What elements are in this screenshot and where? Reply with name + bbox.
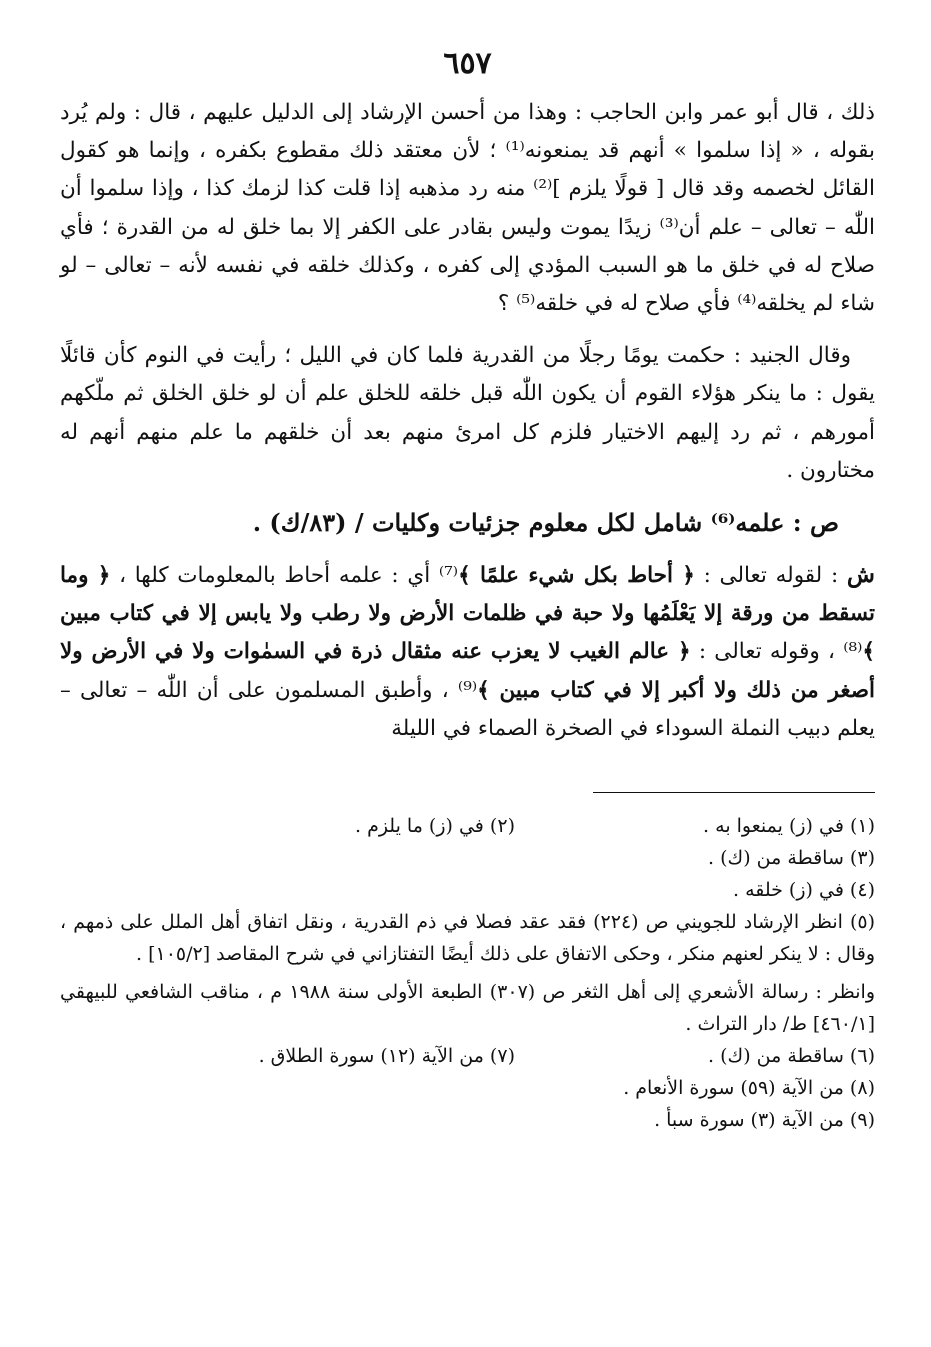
commentary-text-4: ⁽⁹⁾ ، وأطبق المسلمون على أن اللّٰه – تعالى – يعلم دبيب النملة السوداء في الصخرة الصماء في الليلة (60, 677, 875, 741)
paragraph-2: وقال الجنيد : حكمت يومًا رجلًا من القدرية فلما كان في الليل ؛ رأيت في النوم كأن قائلًا يقول : ما ينكر هؤلاء القوم أن يكون اللّٰه قبل خلقه للخلق علم أن لو خلق الخلق ثم ملّكهم أمورهم ، ثم رد إليهم الاختيار فلزم كل امرئ منهم بعد أن خلقهم ما علم منهم أنهم له مختارون . (60, 343, 875, 483)
footnote-row-1-2 (60, 810, 875, 842)
section-heading: ص : علمه⁽⁶⁾ شامل لكل معلوم جزئيات وكليات / (٨٣/ك) . (252, 508, 839, 538)
footnote-4: (٤) في (ز) خلقه . (732, 879, 875, 901)
quran-quote-3: ﴿ عالم الغيب لا يعزب عنه مثقال ذرة في السمٰوات ولا في الأرض ولا أصغر من ذلك ولا أكبر إلا في كتاب مبين ﴾ (60, 639, 875, 703)
footnote-7: (٧) من الآية (١٢) سورة الطلاق . (258, 1045, 515, 1067)
commentary-text-3: ⁽⁸⁾ ، وقوله تعالى : (690, 639, 863, 665)
paragraph-1: ذلك ، قال أبو عمر وابن الحاجب : وهذا من أحسن الإرشاد إلى الدليل عليهم ، قال : ولم يُرد بقوله ، « إذا سلموا » أنهم قد يمنعونه⁽¹⁾ ؛ لأن معتقد ذلك مقطوع بكفره ، وإنما هو كقول القائل لخصمه وقد قال [ قولًا يلزم ]⁽²⁾ منه رد مذهبه إذا قلت كذا لزمك كذا ، وإذا سلموا أن اللّٰه – تعالى – علم أن⁽³⁾ زيدًا يموت وليس بقادر على الكفر إلا بما خلق له من القدرة ؛ فأي صلاح له في خلق ما هو السبب المؤدي إلى كفره ، وكذلك خلقه في نفسه لأنه – تعالى – لو شاء لم يخلقه⁽⁴⁾ فأي صلاح له في خلقه⁽⁵⁾ ؟ (60, 100, 876, 317)
footnote-2: (٢) في (ز) ما يلزم . (354, 815, 515, 837)
page-number: ٦٥٧ (443, 46, 492, 81)
footnote-row-6-7 (60, 1040, 875, 1072)
footnote-6: (٦) ساقطة من (ك) . (708, 1045, 875, 1067)
footnote-5: (٥) انظر الإرشاد للجويني ص (٢٢٤) فقد عقد فصلا في ذم القدرية ، ونقل اتفاق أهل الملل على ذمهم ، وقال : لا ينكر لعنهم منكر ، وحكى الاتفاق على ذلك أيضًا التفتازاني في شرح المقاصد [١٠٥/٢] . (60, 911, 875, 965)
quran-quote-1: ﴿ أحاط بكل شيء علمًا ﴾ (458, 563, 695, 589)
commentary-lead: ش (846, 561, 875, 589)
footnotes (60, 810, 875, 1136)
book-page (60, 40, 876, 1131)
footnote-1: (١) في (ز) يمنعوا به . (703, 815, 875, 837)
footnote-5-continued: وانظر : رسالة الأشعري إلى أهل الثغر ص (٣٠٧) الطبعة الأولى سنة ١٩٨٨ م ، مناقب الشافعي للبيهقي [٤٦٠/١] ط/ دار التراث . (60, 981, 875, 1035)
quran-quote-2: ﴿ وما تسقط من ورقة إلا يَعْلَمُها ولا حبة في ظلمات الأرض ولا رطب ولا يابس إلا في كتاب مبين ﴾ (60, 563, 876, 665)
commentary-text-1: : لقوله تعالى : (694, 563, 847, 589)
footnote-separator (593, 792, 875, 793)
footnote-9: (٩) من الآية (٣) سورة سبأ . (654, 1109, 875, 1131)
commentary-text-2: ⁽⁷⁾ أي : علمه أحاط بالمعلومات كلها ، (110, 563, 459, 589)
footnote-3: (٣) ساقطة من (ك) . (708, 847, 875, 869)
footnote-8: (٨) من الآية (٥٩) سورة الأنعام . (623, 1077, 875, 1099)
commentary-paragraph (60, 556, 875, 748)
